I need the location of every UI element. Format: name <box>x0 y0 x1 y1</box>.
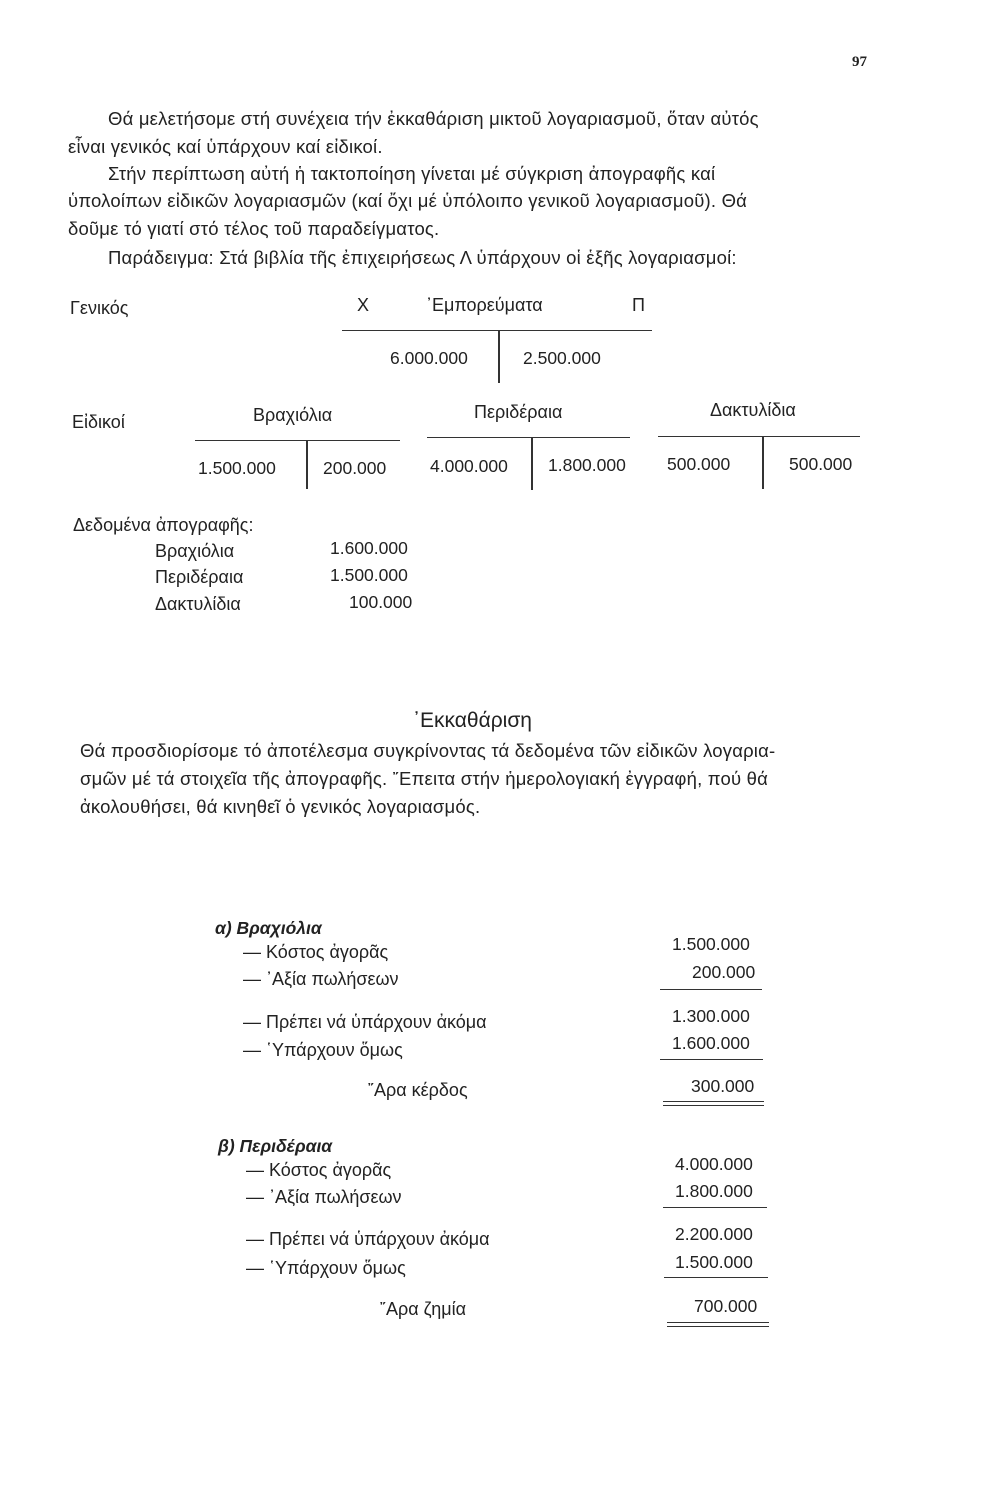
calc-b-total-double-line <box>667 1322 769 1327</box>
liquidation-line-2: σμῶν μέ τά στοιχεῖα τῆς ἀπογραφῆς. ῎Επειτα στήν ἡμερολογιακή ἐγγραφή, πού θά <box>80 768 769 789</box>
intro-line-1: Θά μελετήσομε στή συνέχεια τήν ἐκκαθάριση μικτοῦ λογαριασμοῦ, ὅταν αὐτός <box>108 108 759 129</box>
inventory-item-rings: Δακτυλίδια <box>155 594 241 614</box>
calc-b-row-4-value: 1.500.000 <box>675 1252 753 1272</box>
general-debit: 6.000.000 <box>390 348 468 368</box>
calc-a-row-1-label: — Κόστος ἀγορᾶς <box>243 942 389 962</box>
calc-b-result-value: 700.000 <box>694 1296 758 1316</box>
calc-a-row-1-value: 1.500.000 <box>672 934 750 954</box>
calc-b-title: β) Περιδέραια <box>218 1136 333 1156</box>
bracelets-t-top-line <box>195 440 400 441</box>
bracelets-debit: 1.500.000 <box>198 458 276 478</box>
bracelets-credit: 200.000 <box>323 458 387 478</box>
rings-debit: 500.000 <box>667 454 731 474</box>
calc-a-subtotal-line-1 <box>660 989 762 990</box>
calc-a-row-4-value: 1.600.000 <box>672 1033 750 1053</box>
calc-b-result-label: ῎Αρα ζημία <box>380 1299 467 1319</box>
inventory-value-bracelets: 1.600.000 <box>330 538 408 558</box>
calc-b-row-2-value: 1.800.000 <box>675 1181 753 1201</box>
intro-line-5: δοῦμε τό γιατί στό τέλος τοῦ παραδείγματος. <box>68 218 440 239</box>
calc-a-result-label: ῎Αρα κέρδος <box>368 1080 468 1100</box>
liquidation-line-1: Θά προσδιορίσομε τό ἀποτέλεσμα συγκρίνοντας τά δεδομένα τῶν εἰδικῶν λογαρια- <box>80 740 776 761</box>
calc-a-subtotal-line-2 <box>660 1059 763 1060</box>
calc-b-row-1-value: 4.000.000 <box>675 1154 753 1174</box>
calc-a-row-2-label: — ᾿Αξία πωλήσεων <box>243 969 399 989</box>
inventory-value-necklaces: 1.500.000 <box>330 565 408 585</box>
calc-b-row-3-label: — Πρέπει νά ὑπάρχουν ἀκόμα <box>246 1229 490 1249</box>
intro-line-6: Παράδειγμα: Στά βιβλία τῆς ἐπιχειρήσεως Λ ὑπάρχουν οἱ ἑξῆς λογαριασμοί: <box>108 247 737 268</box>
general-account-title: ᾿Εμπορεύματα <box>426 295 543 315</box>
account-title-rings: Δακτυλίδια <box>710 400 796 420</box>
inventory-value-rings: 100.000 <box>349 592 413 612</box>
calc-b-row-1-label: — Κόστος ἀγορᾶς <box>246 1160 392 1180</box>
general-t-top-line <box>342 330 652 331</box>
general-debit-mark: Χ <box>357 295 370 315</box>
general-label: Γενικός <box>70 298 129 318</box>
calc-a-result-value: 300.000 <box>691 1076 755 1096</box>
general-credit-mark: Π <box>632 295 645 315</box>
calc-b-row-2-label: — ᾿Αξία πωλήσεων <box>246 1187 402 1207</box>
necklaces-credit: 1.800.000 <box>548 455 626 475</box>
inventory-item-bracelets: Βραχιόλια <box>155 541 235 561</box>
necklaces-t-divider <box>531 438 533 490</box>
calc-a-total-double-line <box>663 1101 764 1106</box>
calc-b-subtotal-line-1 <box>663 1207 767 1208</box>
calc-b-subtotal-line-2 <box>664 1277 768 1278</box>
liquidation-heading: ᾿Εκκαθάριση <box>413 709 532 732</box>
inventory-item-necklaces: Περιδέραια <box>155 567 244 587</box>
general-credit: 2.500.000 <box>523 348 601 368</box>
calc-b-row-4-label: — ῾Υπάρχουν ὅμως <box>246 1258 406 1278</box>
necklaces-t-top-line <box>427 437 630 438</box>
intro-line-4: ὑπολοίπων εἰδικῶν λογαριασμῶν (καί ὄχι μέ ὑπόλοιπο γενικοῦ λογαριασμοῦ). Θά <box>68 190 748 211</box>
special-label: Εἰδικοί <box>72 412 125 432</box>
rings-t-divider <box>762 437 764 489</box>
calc-a-row-2-value: 200.000 <box>692 962 756 982</box>
page-number: 97 <box>852 54 867 70</box>
rings-credit: 500.000 <box>789 454 853 474</box>
account-title-necklaces: Περιδέραια <box>474 402 563 422</box>
calc-a-title: α) Βραχιόλια <box>215 918 322 938</box>
bracelets-t-divider <box>306 441 308 489</box>
necklaces-debit: 4.000.000 <box>430 456 508 476</box>
liquidation-line-3: ἀκολουθήσει, θά κινηθεῖ ὁ γενικός λογαριασμός. <box>80 796 481 817</box>
inventory-label: Δεδομένα ἀπογραφῆς: <box>73 515 254 535</box>
calc-a-row-4-label: — ῾Υπάρχουν ὅμως <box>243 1040 403 1060</box>
account-title-bracelets: Βραχιόλια <box>253 405 333 425</box>
intro-line-2: εἶναι γενικός καί ὑπάρχουν καί εἰδικοί. <box>68 136 383 157</box>
calc-a-row-3-value: 1.300.000 <box>672 1006 750 1026</box>
rings-t-top-line <box>658 436 860 437</box>
calc-b-row-3-value: 2.200.000 <box>675 1224 753 1244</box>
general-t-divider <box>498 331 500 383</box>
calc-a-row-3-label: — Πρέπει νά ὑπάρχουν ἀκόμα <box>243 1012 487 1032</box>
intro-line-3: Στήν περίπτωση αὐτή ἡ τακτοποίηση γίνεται μέ σύγκριση ἀπογραφῆς καί <box>108 163 716 184</box>
